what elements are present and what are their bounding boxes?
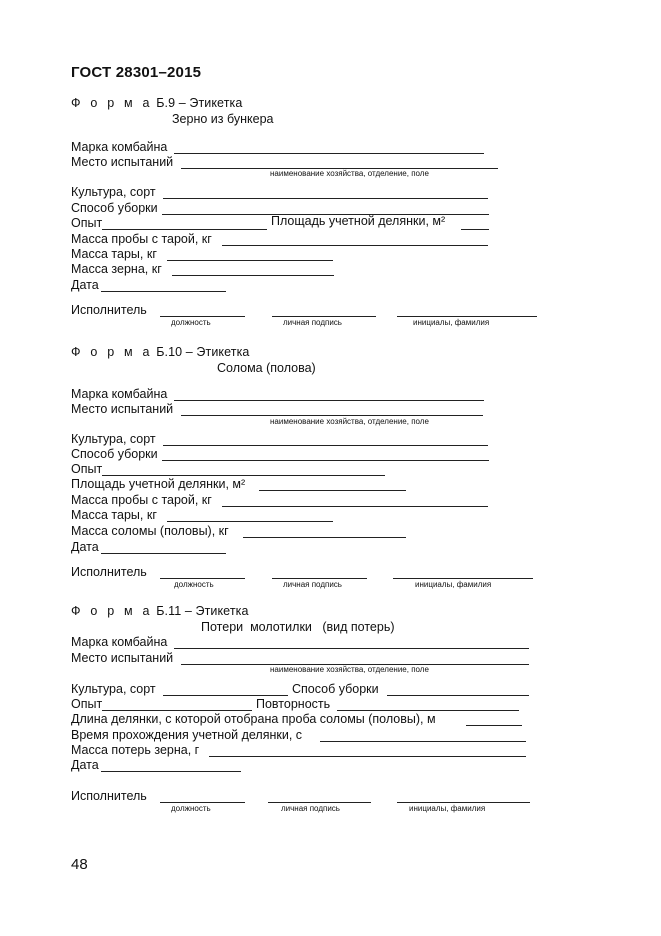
- field-line-date[interactable]: [101, 291, 226, 292]
- form-b10-subtitle: Солома (полова): [217, 361, 316, 375]
- field-label-method: Способ уборки: [292, 682, 379, 696]
- form-word: Ф о р м а: [71, 96, 153, 110]
- field-line-initials[interactable]: [397, 316, 537, 317]
- caption-initials: инициалы, фамилия: [415, 580, 492, 589]
- field-label-grain-mass: Масса зерна, кг: [71, 262, 162, 276]
- field-label-sample-mass: Масса пробы с тарой, кг: [71, 493, 212, 507]
- field-label-loss-mass: Масса потерь зерна, г: [71, 743, 200, 757]
- field-label-tare-mass: Масса тары, кг: [71, 508, 157, 522]
- field-label-pass-time: Время прохождения учетной делянки, с: [71, 728, 303, 742]
- caption-signature: личная подпись: [283, 318, 342, 327]
- caption-initials: инициалы, фамилия: [413, 318, 490, 327]
- field-label-place: Место испытаний: [71, 402, 174, 416]
- form-number: Б.11 – Этикетка: [156, 604, 249, 618]
- form-b9-heading: [71, 97, 242, 110]
- field-line-position[interactable]: [160, 802, 245, 803]
- document-title: ГОСТ 28301–2015: [71, 64, 202, 81]
- field-line-plot-length[interactable]: [466, 725, 522, 726]
- field-label-repeat: Повторность: [256, 697, 331, 711]
- field-line-method[interactable]: [387, 695, 529, 696]
- field-line-crop[interactable]: [163, 695, 288, 696]
- field-label-date: Дата: [71, 758, 99, 772]
- field-line-combine[interactable]: [174, 648, 529, 649]
- field-line-signature[interactable]: [272, 316, 376, 317]
- field-line-initials[interactable]: [397, 802, 530, 803]
- field-label-trial: Опыт: [71, 697, 103, 711]
- form-word: Ф о р м а: [71, 345, 153, 359]
- field-line-sample-mass[interactable]: [222, 245, 488, 246]
- field-line-date[interactable]: [101, 553, 226, 554]
- field-label-executor: Исполнитель: [71, 565, 147, 579]
- field-label-combine: Марка комбайна: [71, 387, 168, 401]
- field-line-combine[interactable]: [174, 153, 484, 154]
- field-label-place: Место испытаний: [71, 651, 174, 665]
- field-line-trial[interactable]: [102, 710, 252, 711]
- field-label-sample-mass: Масса пробы с тарой, кг: [71, 232, 212, 246]
- field-label-plot-area: Площадь учетной делянки, м²: [71, 477, 246, 491]
- field-line-grain-mass[interactable]: [172, 275, 334, 276]
- field-line-initials[interactable]: [393, 578, 533, 579]
- field-label-date: Дата: [71, 278, 99, 292]
- field-line-method[interactable]: [162, 460, 489, 461]
- form-b11-heading: [71, 605, 249, 618]
- caption-farm: наименование хозяйства, отделение, поле: [270, 169, 429, 178]
- field-line-plot-area[interactable]: [259, 490, 406, 491]
- field-label-crop: Культура, сорт: [71, 682, 156, 696]
- field-label-method: Способ уборки: [71, 201, 158, 215]
- field-line-straw-mass[interactable]: [243, 537, 406, 538]
- field-label-trial: Опыт: [71, 216, 103, 230]
- field-line-sample-mass[interactable]: [222, 506, 488, 507]
- field-line-pass-time[interactable]: [320, 741, 526, 742]
- field-line-trial[interactable]: [102, 475, 385, 476]
- field-line-signature[interactable]: [268, 802, 371, 803]
- field-label-combine: Марка комбайна: [71, 635, 168, 649]
- field-label-place: Место испытаний: [71, 155, 174, 169]
- field-label-executor: Исполнитель: [71, 303, 147, 317]
- form-word: Ф о р м а: [71, 604, 153, 618]
- caption-initials: инициалы, фамилия: [409, 804, 486, 813]
- field-line-date[interactable]: [101, 771, 241, 772]
- field-label-executor: Исполнитель: [71, 789, 147, 803]
- field-line-position[interactable]: [160, 578, 245, 579]
- field-label-combine: Марка комбайна: [71, 140, 168, 154]
- field-line-tare-mass[interactable]: [167, 260, 333, 261]
- field-label-plot-area: Площадь учетной делянки, м²: [271, 214, 446, 228]
- field-line-place[interactable]: [181, 415, 483, 416]
- field-label-crop: Культура, сорт: [71, 185, 156, 199]
- field-line-plot-area[interactable]: [461, 229, 489, 230]
- field-line-position[interactable]: [160, 316, 245, 317]
- caption-position: должность: [171, 318, 211, 327]
- field-line-crop[interactable]: [163, 198, 488, 199]
- caption-signature: личная подпись: [281, 804, 340, 813]
- field-line-tare-mass[interactable]: [167, 521, 333, 522]
- field-label-method: Способ уборки: [71, 447, 158, 461]
- field-label-straw-mass: Масса соломы (половы), кг: [71, 524, 229, 538]
- form-b11-subtitle: Потери молотилки (вид потерь): [201, 620, 395, 634]
- form-number: Б.10 – Этикетка: [156, 345, 250, 359]
- caption-signature: личная подпись: [283, 580, 342, 589]
- field-label-tare-mass: Масса тары, кг: [71, 247, 157, 261]
- caption-position: должность: [174, 580, 214, 589]
- field-label-trial: Опыт: [71, 462, 103, 476]
- field-line-repeat[interactable]: [337, 710, 519, 711]
- page-number: 48: [71, 856, 88, 873]
- field-label-date: Дата: [71, 540, 99, 554]
- form-number: Б.9 – Этикетка: [156, 96, 243, 110]
- caption-farm: наименование хозяйства, отделение, поле: [270, 417, 429, 426]
- caption-farm: наименование хозяйства, отделение, поле: [270, 665, 429, 674]
- field-line-signature[interactable]: [272, 578, 367, 579]
- field-label-crop: Культура, сорт: [71, 432, 156, 446]
- caption-position: должность: [171, 804, 211, 813]
- field-line-trial[interactable]: [102, 229, 267, 230]
- field-label-plot-length: Длина делянки, с которой отобрана проба соломы (половы), м: [71, 712, 436, 726]
- field-line-loss-mass[interactable]: [209, 756, 526, 757]
- form-b10-heading: [71, 346, 249, 359]
- field-line-crop[interactable]: [163, 445, 488, 446]
- field-line-combine[interactable]: [174, 400, 484, 401]
- form-b9-subtitle: Зерно из бункера: [172, 112, 274, 126]
